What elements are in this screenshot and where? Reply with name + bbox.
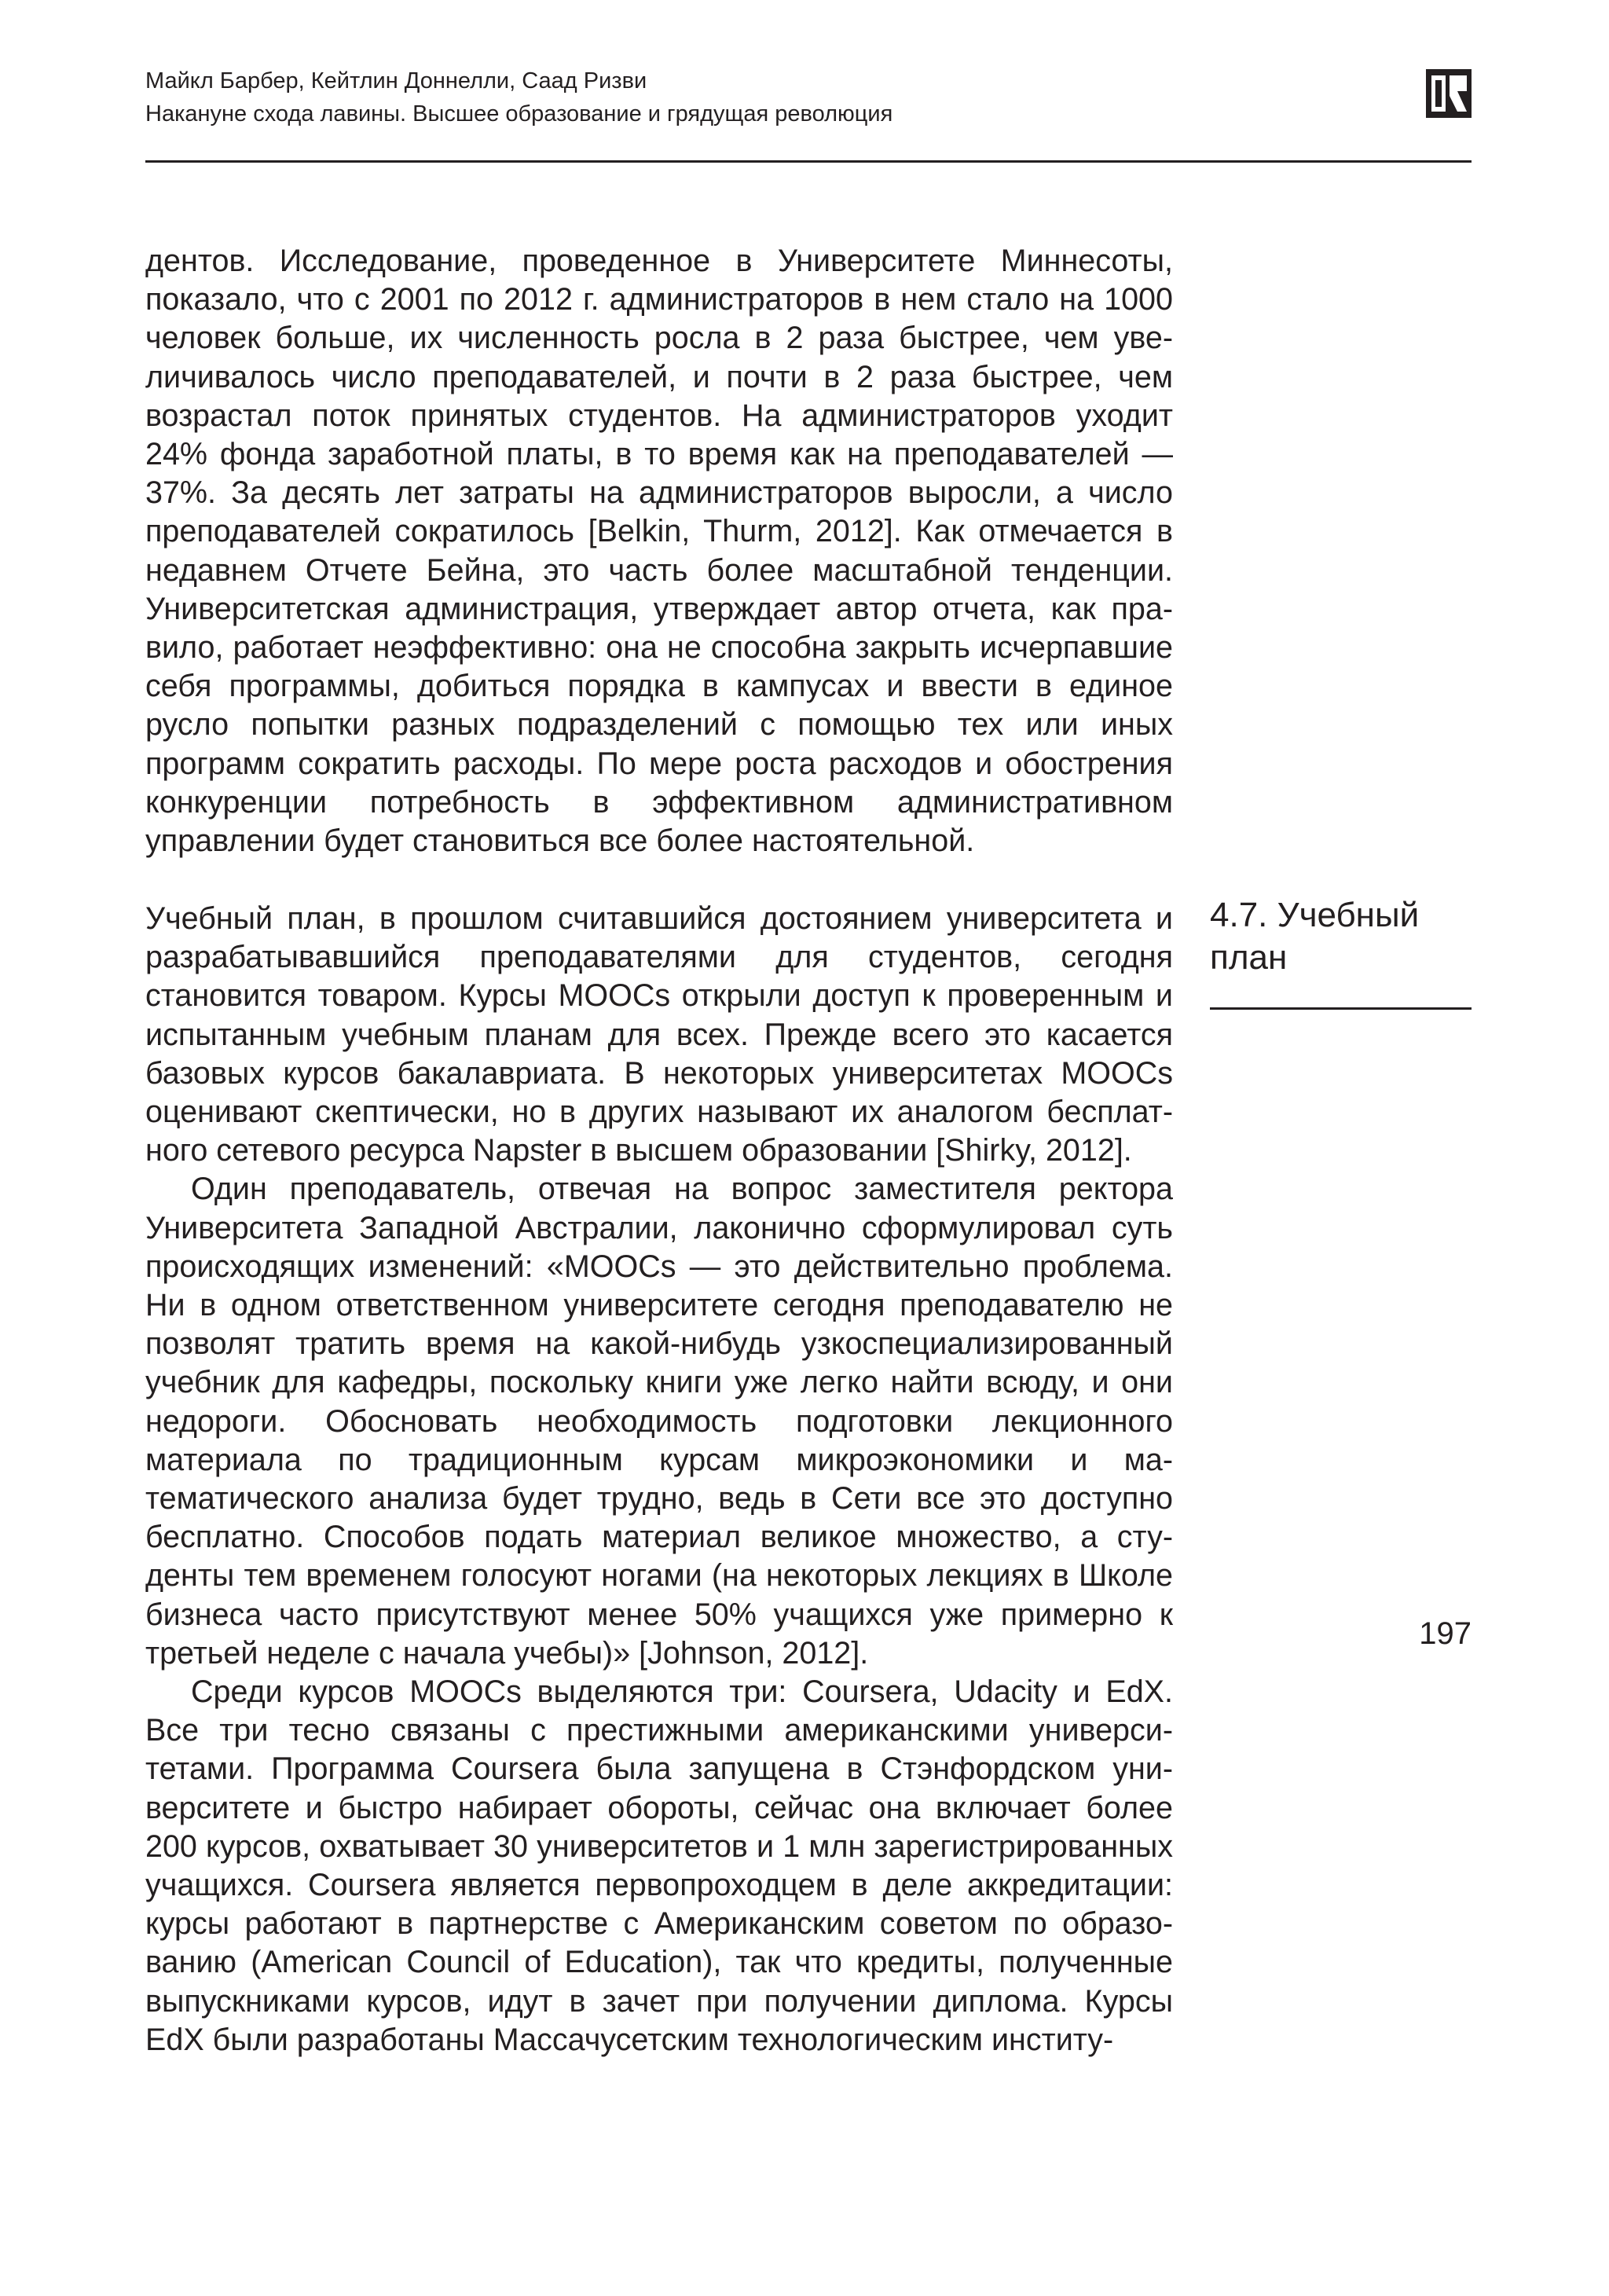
header-book-title: Накануне схода лавины. Высшее образование и грядущая революция <box>145 101 893 127</box>
section-body-curriculum <box>145 900 1173 2059</box>
header-divider <box>145 160 1472 163</box>
paragraph-mooc-platforms: Среди курсов MOOCs выделяются три: Coursera, Udacity и EdX. Все три тесно связаны с престижными американскими университетами. Программа Coursera была запущена в Стэнфордском университете и быстро набирает обороты, сейчас она включает более 200 курсов, охватывает 30 университетов и 1 млн зарегистрированных учащихся. Coursera является первопроходцем в деле аккредитации: курсы работают в партнерстве с Американским советом по образованию (American Council of Education), так что кредиты, полученные выпускниками курсов, идут в зачет при получении диплома. Курсы EdX были разработаны Массачусетским технологическим институ- <box>145 1674 1173 2057</box>
page-number: 197 <box>1419 1616 1472 1651</box>
header-authors: Майкл Барбер, Кейтлин Доннелли, Саад Ризви <box>145 68 647 94</box>
section-heading-rule <box>1210 1007 1472 1010</box>
body-text-top <box>145 242 1173 860</box>
paragraph-curriculum: Учебный план, в прошлом считавшийся достоянием университета и разрабатывавшийся преподавателями для студентов, сегодня становится товаром. Курсы MOOCs открыли доступ к проверенным и испытанным учебным планам для всех. Прежде всего это касается базовых курсов бакалавриата. В некоторых университетах MOOCs оценивают скептически, но в других называют их аналогом бесплатного сетевого ресурса Napster в высшем образовании [Shirky, 2012]. <box>145 901 1173 1168</box>
publisher-logo-icon <box>1426 69 1472 118</box>
running-header <box>145 64 1472 130</box>
paragraph-administration: дентов. Исследование, проведенное в Университете Миннесоты, показало, что с 2001 по 2012 г. администраторов в нем стало на 1000 человек больше, их численность росла в 2 раза быстрее, чем увеличивалось число преподавателей, и почти в 2 раза быстрее, чем возрастал поток принятых студентов. На администраторов уходит 24% фонда заработной платы, в то время как на преподавателей — 37%. За десять лет затраты на администраторов выросли, а число преподавателей сократилось [Belkin, Thurm, 2012]. Как отмечается в недавнем Отчете Бейна, это часть более масштабной тенденции. Университетская администрация, утверждает автор отчета, как правило, работает неэффективно: она не способна закрыть исчерпавшие себя программы, добиться порядка в кампусах и ввести в единое русло попытки разных подразделений с помощью тех или иных программ сократить расходы. По мере роста расходов и обострения конкуренции потребность в эффективном административном управлении будет становиться все более настоятельной. <box>145 244 1173 859</box>
section-heading: 4.7. Учебный план <box>1210 896 1420 977</box>
paragraph-lecturer-quote: Один преподаватель, отвечая на вопрос заместителя ректора Университета Западной Австралии, лаконично сформулировал суть происходящих изменений: «MOOCs — это действительно проблема. Ни в одном ответственном университете сегодня преподавателю не позволят тратить время на какой-нибудь узкоспециализированный учебник для кафедры, поскольку книги уже легко найти всюду, и они недороги. Обосновать необходимость подготовки лекционного материала по традиционным курсам микроэкономики и математического анализа будет трудно, ведь в Сети все это доступно бесплатно. Способов подать материал великое множество, а студенты тем временем голосуют ногами (на некоторых лекциях в Школе бизнеса часто присутствуют менее 50% учащихся уже примерно к третьей неделе с начала учебы)» [Johnson, 2012]. <box>145 1172 1173 1671</box>
